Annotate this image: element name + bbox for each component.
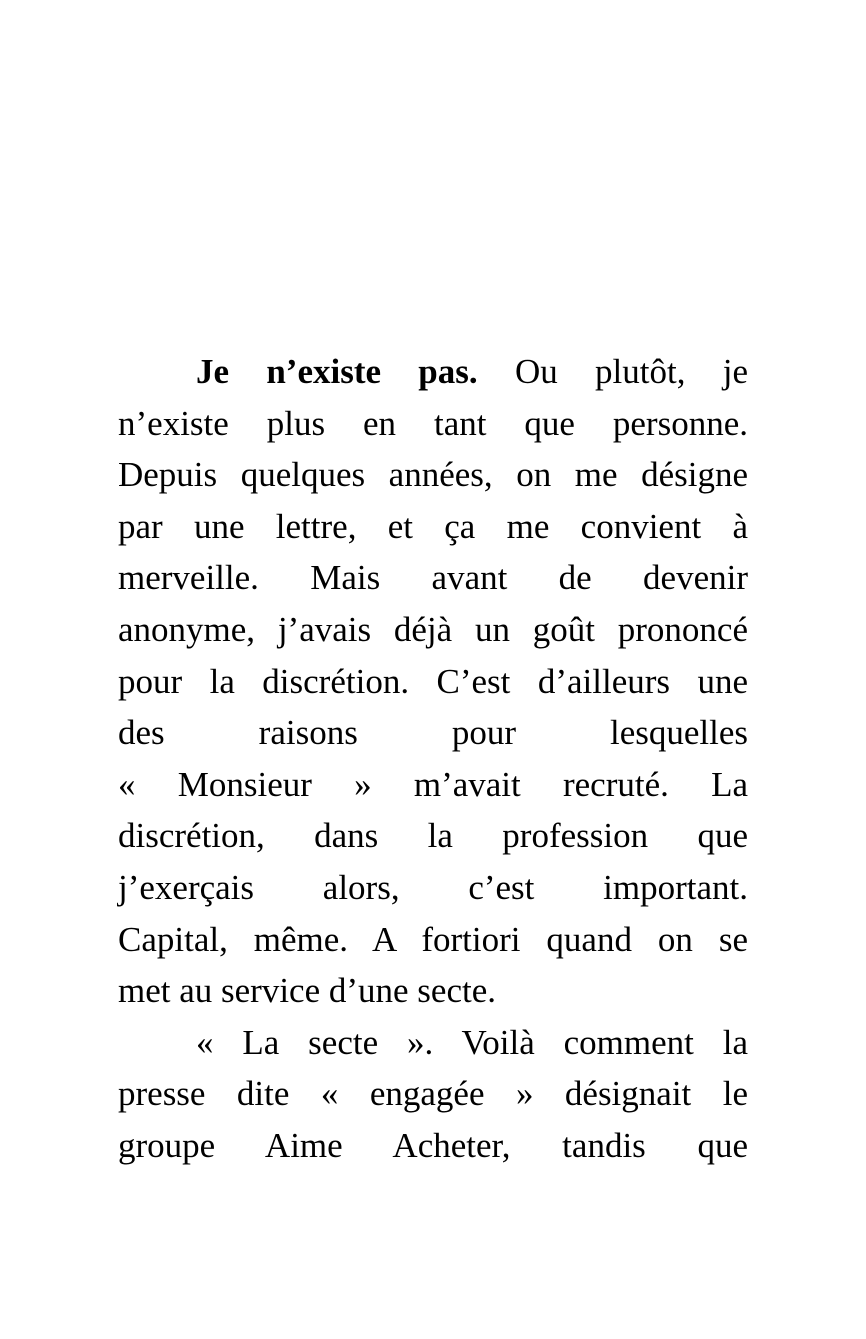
- text-line: des raisons pour lesquelles: [118, 713, 748, 753]
- text-line: j’exerçais alors, c’est important.: [118, 867, 748, 907]
- text-line: Capital, même. A fortiori quand on se: [118, 919, 748, 959]
- text-line: par une lettre, et ça me convient à: [118, 506, 748, 546]
- text-line: presse dite « engagée » désignait le: [118, 1074, 748, 1114]
- text-line: n’existe plus en tant que personne.: [118, 403, 748, 443]
- body-text: [118, 346, 748, 1172]
- text-line: pour la discrétion. C’est d’ailleurs une: [118, 661, 748, 701]
- text-line: merveille. Mais avant de devenir: [118, 558, 748, 598]
- text-line: met au service d’une secte.: [118, 971, 497, 1011]
- paragraph: [118, 346, 748, 1017]
- text-line: anonyme, j’avais déjà un goût prononcé: [118, 609, 748, 649]
- paragraph: [118, 1017, 748, 1172]
- text-line: « Monsieur » m’avait recruté. La: [118, 764, 748, 804]
- text-line: « La secte ». Voilà comment la: [196, 1022, 748, 1062]
- text-line: groupe Aime Acheter, tandis que: [118, 1125, 748, 1165]
- text-line: discrétion, dans la profession que: [118, 816, 748, 856]
- opening-phrase: Je n’existe pas.: [196, 352, 478, 391]
- text-line: [118, 346, 748, 398]
- line-text: Ou plutôt, je: [477, 352, 748, 391]
- text-line: Depuis quelques années, on me désigne: [118, 455, 748, 495]
